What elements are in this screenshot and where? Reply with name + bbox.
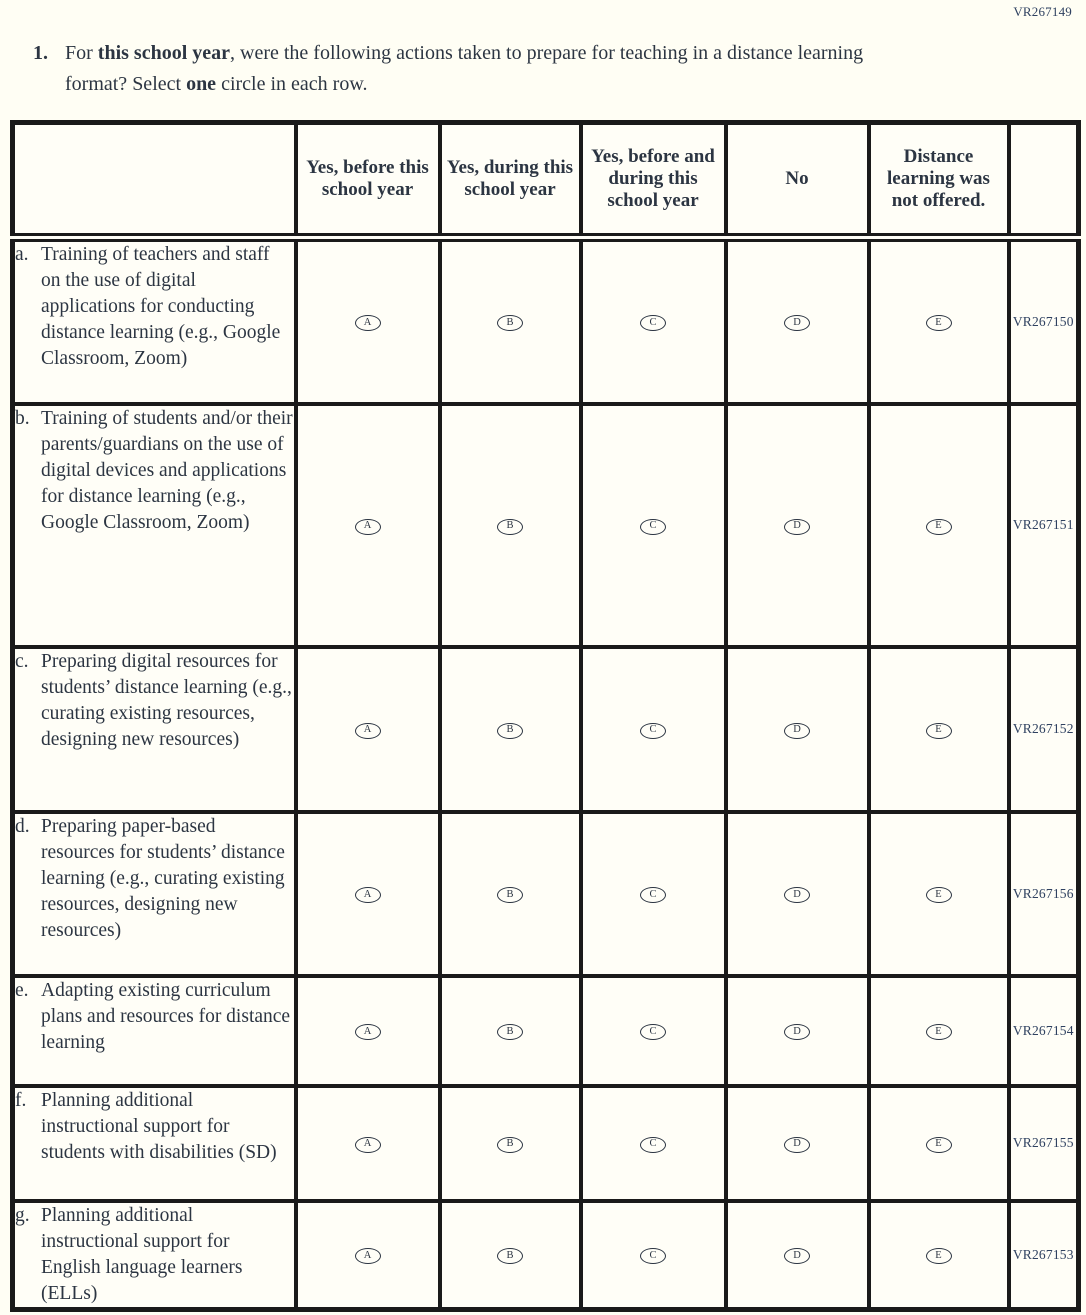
- row-code: VR267151: [1009, 404, 1079, 647]
- cell-f-option-a: [296, 1086, 440, 1201]
- item-letter: a.: [15, 244, 29, 265]
- header-no: No: [726, 123, 869, 238]
- item-label: Planning additional instructional support for students with disabilities (SD): [41, 1089, 277, 1163]
- option-bubble-b[interactable]: B: [497, 519, 523, 535]
- option-bubble-d[interactable]: D: [784, 1024, 810, 1040]
- table-row-c: [13, 647, 1079, 812]
- option-bubble-a[interactable]: A: [355, 1137, 381, 1153]
- cell-g-option-a: [296, 1201, 440, 1310]
- item-letter: c.: [15, 650, 29, 672]
- item-text-a: [13, 238, 296, 404]
- cell-d-option-d: [726, 812, 869, 976]
- option-bubble-a[interactable]: A: [355, 1248, 381, 1264]
- item-text-g: [13, 1201, 296, 1310]
- option-bubble-d[interactable]: D: [784, 723, 810, 739]
- cell-c-option-d: [726, 647, 869, 812]
- question-seg: circle in each row.: [216, 73, 368, 95]
- table-row-g: [13, 1201, 1079, 1310]
- option-bubble-b[interactable]: B: [497, 1024, 523, 1040]
- option-bubble-e[interactable]: E: [926, 1137, 952, 1153]
- option-bubble-e[interactable]: E: [926, 1024, 952, 1040]
- option-bubble-c[interactable]: C: [640, 887, 666, 903]
- item-text-c: [13, 647, 296, 812]
- item-letter: e.: [15, 979, 29, 1001]
- option-bubble-c[interactable]: C: [640, 723, 666, 739]
- table-row-a: [13, 238, 1079, 404]
- option-bubble-d[interactable]: D: [784, 1137, 810, 1153]
- option-bubble-e[interactable]: E: [926, 1248, 952, 1264]
- question-number: 1.: [33, 42, 48, 64]
- row-code: VR267150: [1009, 238, 1079, 404]
- option-bubble-c[interactable]: C: [640, 1137, 666, 1153]
- option-bubble-b[interactable]: B: [497, 1248, 523, 1264]
- cell-f-option-e: [869, 1086, 1009, 1201]
- cell-f-option-d: [726, 1086, 869, 1201]
- cell-b-option-e: [869, 404, 1009, 647]
- cell-c-option-a: [296, 647, 440, 812]
- item-label: Training of students and/or their parents/guardians on the use of digital devices and applications for distance learning (e.g., Google Classroom, Zoom): [41, 407, 293, 533]
- row-code: VR267152: [1009, 647, 1079, 812]
- option-bubble-e[interactable]: E: [926, 723, 952, 739]
- cell-e-option-c: [581, 976, 726, 1086]
- cell-a-option-a: [296, 238, 440, 404]
- option-bubble-e[interactable]: E: [926, 887, 952, 903]
- item-letter: f.: [15, 1089, 27, 1111]
- option-bubble-c[interactable]: C: [640, 1248, 666, 1264]
- option-bubble-c[interactable]: C: [640, 315, 666, 331]
- page-code: VR267149: [1013, 4, 1072, 19]
- option-bubble-b[interactable]: B: [497, 887, 523, 903]
- cell-c-option-e: [869, 647, 1009, 812]
- item-letter: b.: [15, 407, 30, 429]
- cell-c-option-c: [581, 647, 726, 812]
- header-not-offered: Distance learning was not offered.: [869, 123, 1009, 238]
- item-text-b: [13, 404, 296, 647]
- item-label: Preparing digital resources for students’ distance learning (e.g., curating existing resources, designing new resources): [41, 650, 292, 750]
- cell-g-option-d: [726, 1201, 869, 1310]
- cell-b-option-c: [581, 404, 726, 647]
- cell-g-option-b: [440, 1201, 581, 1310]
- question-bold-word: one: [186, 73, 217, 95]
- option-bubble-e[interactable]: E: [926, 519, 952, 535]
- header-yes-during: Yes, during this school year: [440, 123, 581, 238]
- question-seg: , were the following actions taken to prepare for teaching in a distance learning format? Select: [65, 42, 864, 95]
- option-bubble-a[interactable]: A: [355, 315, 381, 331]
- header-yes-before: Yes, before this school year: [296, 123, 440, 238]
- cell-a-option-e: [869, 238, 1009, 404]
- cell-a-option-b: [440, 238, 581, 404]
- option-bubble-b[interactable]: B: [497, 1137, 523, 1153]
- option-bubble-d[interactable]: D: [784, 519, 810, 535]
- row-code: VR267156: [1009, 812, 1079, 976]
- option-bubble-c[interactable]: C: [640, 1024, 666, 1040]
- table-row-f: [13, 1086, 1079, 1201]
- cell-a-option-d: [726, 238, 869, 404]
- table-row-d: [13, 812, 1079, 976]
- item-text-e: [13, 976, 296, 1086]
- item-letter: d.: [15, 815, 30, 837]
- cell-b-option-d: [726, 404, 869, 647]
- table-row-b: [13, 404, 1079, 647]
- row-code: VR267155: [1009, 1086, 1079, 1201]
- cell-d-option-e: [869, 812, 1009, 976]
- option-bubble-d[interactable]: D: [784, 1248, 810, 1264]
- option-bubble-b[interactable]: B: [497, 723, 523, 739]
- option-bubble-d[interactable]: D: [784, 887, 810, 903]
- cell-f-option-b: [440, 1086, 581, 1201]
- cell-b-option-a: [296, 404, 440, 647]
- cell-d-option-b: [440, 812, 581, 976]
- cell-g-option-e: [869, 1201, 1009, 1310]
- option-bubble-d[interactable]: D: [784, 315, 810, 331]
- response-matrix-table: [10, 120, 1081, 1312]
- option-bubble-c[interactable]: C: [640, 519, 666, 535]
- cell-a-option-c: [581, 238, 726, 404]
- header-row: [13, 123, 1079, 238]
- item-label: Planning additional instructional support for English language learners (ELLs): [41, 1204, 243, 1304]
- question-text: [65, 38, 913, 100]
- option-bubble-e[interactable]: E: [926, 315, 952, 331]
- question-block: [33, 38, 913, 100]
- cell-e-option-a: [296, 976, 440, 1086]
- item-text-d: [13, 812, 296, 976]
- header-item-blank: [13, 123, 296, 238]
- cell-f-option-c: [581, 1086, 726, 1201]
- cell-d-option-a: [296, 812, 440, 976]
- cell-b-option-b: [440, 404, 581, 647]
- item-label: Preparing paper-based resources for students’ distance learning (e.g., curating existing resources, designing new resources): [41, 815, 285, 941]
- question-seg: For: [65, 42, 98, 64]
- cell-e-option-e: [869, 976, 1009, 1086]
- cell-g-option-c: [581, 1201, 726, 1310]
- question-bold-phrase: this school year: [97, 42, 231, 64]
- cell-d-option-c: [581, 812, 726, 976]
- option-bubble-a[interactable]: A: [355, 887, 381, 903]
- table-row-e: [13, 976, 1079, 1086]
- header-code-blank: [1009, 123, 1079, 238]
- option-bubble-a[interactable]: A: [355, 1024, 381, 1040]
- row-code: VR267153: [1009, 1201, 1079, 1310]
- option-bubble-a[interactable]: A: [355, 519, 381, 535]
- row-code: VR267154: [1009, 976, 1079, 1086]
- option-bubble-b[interactable]: B: [497, 315, 523, 331]
- header-yes-before-and-during: Yes, before and during this school year: [581, 123, 726, 238]
- item-label: Training of teachers and staff on the use of digital applications for conducting distance learning (e.g., Google Classroom, Zoom): [41, 244, 281, 369]
- cell-e-option-d: [726, 976, 869, 1086]
- option-bubble-a[interactable]: A: [355, 723, 381, 739]
- item-label: Adapting existing curriculum plans and resources for distance learning: [41, 979, 291, 1053]
- cell-c-option-b: [440, 647, 581, 812]
- cell-e-option-b: [440, 976, 581, 1086]
- item-letter: g.: [15, 1204, 30, 1226]
- item-text-f: [13, 1086, 296, 1201]
